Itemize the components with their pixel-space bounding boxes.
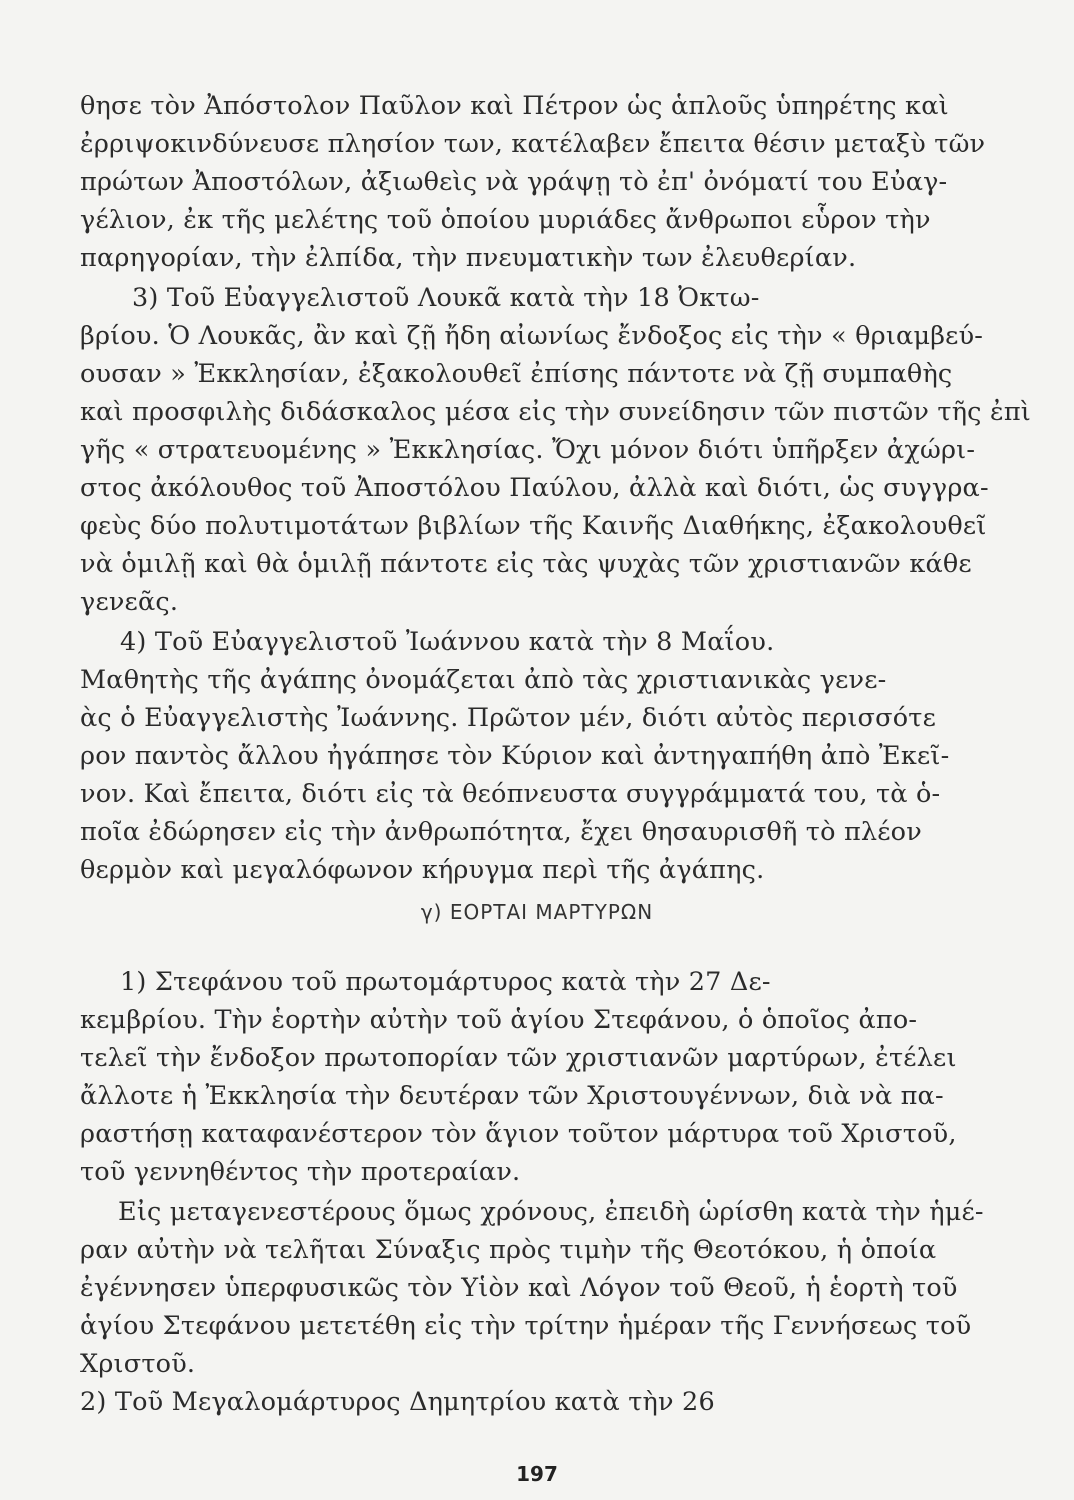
text-line: ραστήσῃ καταφανέστερον τὸν ἅγιον τοῦτον μάρτυρα τοῦ Χριστοῦ,	[80, 1119, 957, 1149]
text-line: στος ἀκόλουθος τοῦ Ἀποστόλου Παύλου, ἀλλὰ καὶ διότι, ὡς συγγρα-	[80, 473, 989, 503]
text-line: κεμβρίου. Τὴν ἑορτὴν αὐτὴν τοῦ ἁγίου Στεφάνου, ὁ ὁποῖος ἀπο-	[80, 1005, 918, 1035]
text-line: παρηγορίαν, τὴν ἐλπίδα, τὴν πνευματικὴν των ἐλευθερίαν.	[80, 243, 857, 273]
text-line: γέλιον, ἐκ τῆς μελέτης τοῦ ὁποίου μυριάδες ἄνθρωποι εὗρον τὴν	[80, 205, 931, 235]
text-line: γενεᾶς.	[80, 587, 179, 617]
text-line: γῆς « στρατευομένης » Ἐκκλησίας. Ὄχι μόνον διότι ὑπῆρξεν ἀχώρι-	[80, 435, 976, 465]
text-line: ουσαν » Ἐκκλησίαν, ἐξακολουθεῖ ἐπίσης πάντοτε νὰ ζῇ συμπαθὴς	[80, 359, 953, 389]
section-heading: γ) ΕΟΡΤΑΙ ΜΑΡΤΥΡΩΝ	[420, 900, 654, 924]
text-line: 2) Τοῦ Μεγαλομάρτυρος Δημητρίου κατὰ τὴν 26	[80, 1387, 715, 1417]
text-line: ρον παντὸς ἄλλου ἠγάπησε τὸν Κύριον καὶ ἀντηγαπήθη ἀπὸ Ἐκεῖ-	[80, 741, 950, 771]
text-line: καὶ προσφιλὴς διδάσκαλος μέσα εἰς τὴν συνείδησιν τῶν πιστῶν τῆς ἐπὶ	[80, 397, 1031, 427]
page-number: 197	[516, 1462, 558, 1486]
text-line: ἐρριψοκινδύνευσε πλησίον των, κατέλαβεν ἔπειτα θέσιν μεταξὺ τῶν	[80, 129, 986, 159]
paragraph-3-start: 3) Τοῦ Εὐαγγελιστοῦ Λουκᾶ κατὰ τὴν 18 Ὀκτω-	[132, 283, 760, 313]
text-line: πρώτων Ἀποστόλων, ἀξιωθεὶς νὰ γράψῃ τὸ ἐπ' ὀνόματί του Εὐαγ-	[80, 167, 948, 197]
paragraph-1-start: 1) Στεφάνου τοῦ πρωτομάρτυρος κατὰ τὴν 27 Δε-	[120, 967, 771, 997]
text-line: Χριστοῦ.	[80, 1349, 196, 1379]
text-line: ὰς ὁ Εὐαγγελιστὴς Ἰωάννης. Πρῶτον μέν, διότι αὐτὸς περισσότε	[80, 703, 937, 733]
text-line: Μαθητὴς τῆς ἀγάπης ὀνομάζεται ἀπὸ τὰς χριστιανικὰς γενε-	[80, 665, 887, 695]
text-line: τελεῖ τὴν ἔνδοξον πρωτοπορίαν τῶν χριστιανῶν μαρτύρων, ἐτέλει	[80, 1043, 957, 1073]
text-line: θησε τὸν Ἀπόστολον Παῦλον καὶ Πέτρον ὡς ἁπλοῦς ὑπηρέτης καὶ	[80, 91, 949, 121]
text-line: νὰ ὁμιλῇ καὶ θὰ ὁμιλῇ πάντοτε εἰς τὰς ψυχὰς τῶν χριστιανῶν κάθε	[80, 549, 972, 579]
text-line: ἐγέννησεν ὑπερφυσικῶς τὸν Υἱὸν καὶ Λόγον τοῦ Θεοῦ, ἡ ἑορτὴ τοῦ	[80, 1273, 958, 1303]
paragraph-start: Εἰς μεταγενεστέρους ὅμως χρόνους, ἐπειδὴ ὡρίσθη κατὰ τὴν ἡμέ-	[118, 1197, 984, 1227]
text-line: ἄλλοτε ἡ Ἐκκλησία τὴν δευτέραν τῶν Χριστουγέννων, διὰ νὰ πα-	[80, 1081, 944, 1111]
text-line: ραν αὐτὴν νὰ τελῆται Σύναξις πρὸς τιμὴν τῆς Θεοτόκου, ἡ ὁποία	[80, 1235, 937, 1265]
text-line: ποῖα ἐδώρησεν εἰς τὴν ἀνθρωπότητα, ἔχει θησαυρισθῆ τὸ πλέον	[80, 817, 922, 847]
text-line: νον. Καὶ ἔπειτα, διότι εἰς τὰ θεόπνευστα συγγράμματά του, τὰ ὁ-	[80, 779, 941, 809]
text-line: ἁγίου Στεφάνου μετετέθη εἰς τὴν τρίτην ἡμέραν τῆς Γεννήσεως τοῦ	[80, 1311, 972, 1341]
text-line: βρίου. Ὁ Λουκᾶς, ἂν καὶ ζῇ ἤδη αἰωνίως ἔνδοξος εἰς τὴν « θριαμβεύ-	[80, 321, 984, 351]
text-line: τοῦ γεννηθέντος τὴν προτεραίαν.	[80, 1157, 521, 1187]
paragraph-4-start: 4) Τοῦ Εὐαγγελιστοῦ Ἰωάννου κατὰ τὴν 8 Μαΐου.	[120, 627, 775, 657]
text-line: φεὺς δύο πολυτιμοτάτων βιβλίων τῆς Καινῆς Διαθήκης, ἐξακολουθεῖ	[80, 511, 987, 541]
text-line: θερμὸν καὶ μεγαλόφωνον κήρυγμα περὶ τῆς ἀγάπης.	[80, 855, 765, 885]
